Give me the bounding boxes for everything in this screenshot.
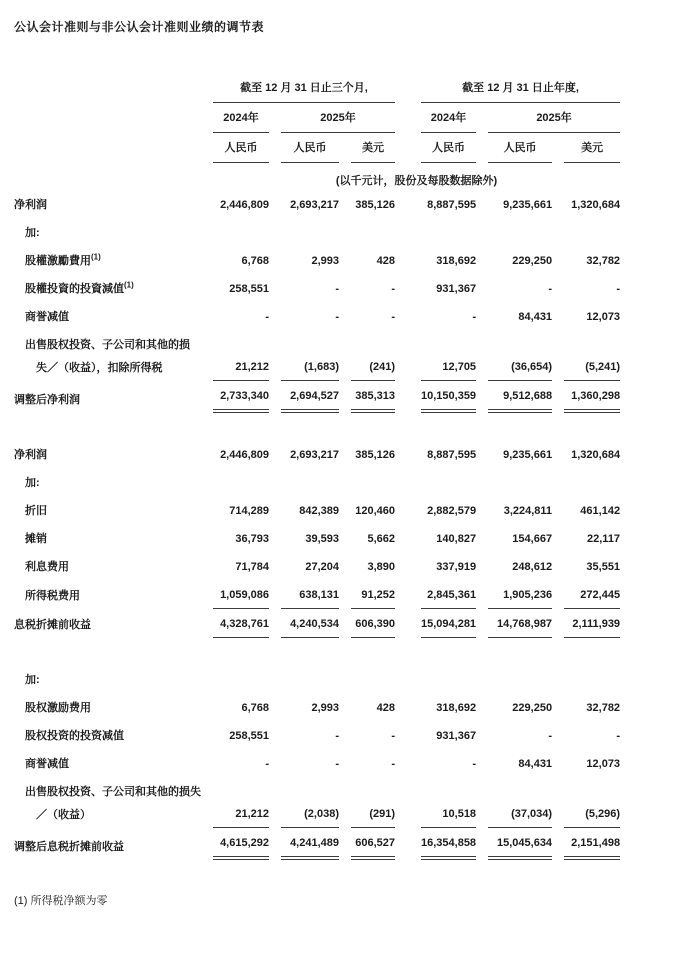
cell-value: [564, 665, 620, 693]
cell-value: [351, 218, 395, 246]
cell-value: -: [265, 758, 269, 770]
cell-value: 2,845,361: [421, 580, 476, 609]
cell-value: 154,667: [512, 533, 553, 545]
cell-value: 2,446,809: [220, 449, 269, 461]
cell-value: 2,694,527: [281, 381, 339, 413]
cell-value: (5,241): [564, 352, 620, 381]
cell-value: 461,142: [580, 505, 621, 517]
table-row: [14, 721, 620, 749]
cell-value: [213, 330, 269, 352]
column-gap: [407, 721, 409, 749]
cell-value: [488, 777, 552, 799]
column-gap: [407, 799, 409, 828]
cell-value: 428: [376, 702, 395, 714]
cell-value: -: [616, 283, 621, 295]
table-row: [14, 274, 620, 302]
spacer-row: [14, 413, 620, 440]
column-gap: [407, 749, 409, 777]
footnote: (1) 所得税净额为零: [14, 895, 108, 907]
unit-note: (以千元计，股份及每股数据除外): [335, 175, 498, 187]
currency-header: 美元: [351, 133, 395, 163]
cell-value: 4,240,534: [281, 609, 339, 638]
row-label: 加:: [25, 227, 40, 239]
spacer-cell: [14, 638, 620, 665]
cell-value: -: [335, 283, 339, 295]
cell-value: 931,367: [436, 730, 477, 742]
currency-header: 人民币: [281, 133, 339, 163]
cell-value: 22,117: [587, 533, 621, 545]
cell-value: 9,235,661: [503, 449, 553, 461]
cell-value: 385,126: [355, 449, 395, 461]
cell-value: [213, 218, 269, 246]
column-gap: [407, 524, 409, 552]
cell-value: -: [472, 758, 477, 770]
cell-value: 12,073: [586, 311, 621, 323]
unit-note-row: [14, 163, 620, 190]
cell-value: 36,793: [235, 533, 269, 545]
cell-value: [421, 777, 476, 799]
cell-value: -: [391, 730, 395, 742]
column-gap: [407, 609, 409, 638]
row-label: 股權激勵費用$^{(1)}$: [25, 252, 101, 267]
cell-value: 2,446,809: [220, 199, 269, 211]
footnote-marker: (1): [124, 280, 134, 290]
cell-value: 3,890: [367, 561, 395, 573]
column-gap: [407, 693, 409, 721]
row-label: 利息费用: [25, 561, 69, 573]
cell-value: 12,073: [586, 758, 621, 770]
cell-value: [564, 777, 620, 799]
cell-value: 606,527: [351, 828, 395, 860]
row-label: 折旧: [25, 505, 47, 517]
row-label: 商誉减值: [25, 311, 69, 323]
cell-value: 318,692: [436, 702, 477, 714]
cell-value: [488, 330, 552, 352]
row-label: 出售股权投资、子公司和其他的损: [25, 339, 190, 351]
cell-value: 15,094,281: [421, 609, 476, 638]
table-row: [14, 352, 620, 381]
column-gap: [407, 381, 409, 413]
column-gap: [407, 552, 409, 580]
cell-value: 1,320,684: [571, 449, 621, 461]
cell-value: 6,768: [241, 255, 269, 267]
cell-value: 606,390: [351, 609, 395, 638]
cell-value: 2,882,579: [427, 505, 477, 517]
cell-value: -: [265, 311, 269, 323]
column-gap: [407, 73, 409, 103]
table-row: [14, 246, 620, 274]
cell-value: 6,768: [241, 702, 269, 714]
header-spacer: [14, 163, 201, 190]
cell-value: 8,887,595: [427, 449, 477, 461]
table-row: [14, 302, 620, 330]
cell-value: -: [548, 730, 553, 742]
row-label: ／（收益）: [36, 809, 91, 821]
cell-value: [564, 218, 620, 246]
cell-value: 2,693,217: [290, 449, 339, 461]
row-label: 加:: [25, 477, 40, 489]
table-row: [14, 665, 620, 693]
table-row: [14, 468, 620, 496]
cell-value: 120,460: [355, 505, 395, 517]
column-gap: [407, 330, 409, 352]
cell-value: -: [548, 283, 553, 295]
cell-value: 272,445: [564, 580, 620, 609]
column-gap: [407, 496, 409, 524]
table-row: [14, 552, 620, 580]
cell-value: [281, 665, 339, 693]
table-row: [14, 609, 620, 638]
table-row: [14, 496, 620, 524]
table-row: [14, 777, 620, 799]
column-gap: [407, 302, 409, 330]
table-body: [14, 190, 620, 860]
table-row: [14, 749, 620, 777]
row-label: 净利润: [14, 449, 47, 461]
cell-value: 714,289: [229, 505, 269, 517]
cell-value: -: [616, 730, 621, 742]
cell-value: 16,354,858: [421, 828, 476, 860]
cell-value: 2,993: [311, 255, 339, 267]
cell-value: [564, 330, 620, 352]
cell-value: (291): [351, 799, 395, 828]
cell-value: 5,662: [367, 533, 395, 545]
cell-value: 229,250: [512, 702, 553, 714]
cell-value: 842,389: [299, 505, 339, 517]
cell-value: [351, 330, 395, 352]
cell-value: 140,827: [436, 533, 477, 545]
table-row: [14, 580, 620, 609]
year-header: 2024年: [421, 103, 476, 133]
year-header: 2025年: [281, 103, 395, 133]
cell-value: [351, 665, 395, 693]
cell-value: 428: [376, 255, 395, 267]
cell-value: [488, 218, 552, 246]
table-row: [14, 828, 620, 860]
column-gap: [407, 190, 409, 218]
column-gap: [407, 440, 409, 468]
currency-header: 美元: [564, 133, 620, 163]
period-header-row: [14, 73, 620, 103]
cell-value: -: [335, 730, 339, 742]
table-header: [14, 73, 620, 190]
cell-value: 3,224,811: [503, 505, 553, 517]
cell-value: 32,782: [586, 255, 621, 267]
cell-value: [281, 468, 339, 496]
cell-value: [564, 468, 620, 496]
cell-value: 84,431: [518, 311, 553, 323]
spacer-row: [14, 638, 620, 665]
spacer-cell: [14, 413, 620, 440]
header-spacer: [14, 73, 201, 103]
column-gap: [407, 777, 409, 799]
cell-value: 1,360,298: [564, 381, 620, 413]
footnote-marker: (1): [91, 252, 101, 262]
cell-value: [488, 468, 552, 496]
cell-value: 4,328,761: [213, 609, 269, 638]
cell-value: 84,431: [518, 758, 553, 770]
cell-value: 21,212: [213, 799, 269, 828]
cell-value: [351, 777, 395, 799]
cell-value: 337,919: [436, 561, 477, 573]
cell-value: 10,518: [421, 799, 476, 828]
currency-header: 人民币: [421, 133, 476, 163]
cell-value: 12,705: [421, 352, 476, 381]
cell-value: 9,512,688: [488, 381, 552, 413]
cell-value: 931,367: [436, 283, 477, 295]
column-gap: [407, 246, 409, 274]
cell-value: [213, 777, 269, 799]
row-label: 加:: [25, 674, 40, 686]
period-header-three-months: 截至 12 月 31 日止三个月,: [213, 73, 395, 103]
cell-value: -: [472, 311, 477, 323]
year-header-row: [14, 103, 620, 133]
table-row: [14, 799, 620, 828]
cell-value: (2,038): [281, 799, 339, 828]
cell-value: 91,252: [351, 580, 395, 609]
year-header: 2025年: [488, 103, 620, 133]
row-label: 商誉减值: [25, 758, 69, 770]
cell-value: [281, 777, 339, 799]
table-row: [14, 330, 620, 352]
table-row: [14, 218, 620, 246]
cell-value: 14,768,987: [488, 609, 552, 638]
currency-header: 人民币: [213, 133, 269, 163]
cell-value: 10,150,359: [421, 381, 476, 413]
cell-value: 1,905,236: [488, 580, 552, 609]
cell-value: 27,204: [305, 561, 339, 573]
cell-value: 15,045,634: [488, 828, 552, 860]
row-label: 所得税费用: [25, 590, 80, 602]
table-row: [14, 190, 620, 218]
cell-value: 258,551: [229, 283, 269, 295]
row-label: 摊销: [25, 533, 47, 545]
row-label: 失／（收益），扣除所得税: [36, 362, 163, 374]
cell-value: 35,551: [586, 561, 621, 573]
cell-value: -: [391, 758, 395, 770]
cell-value: 8,887,595: [427, 199, 477, 211]
cell-value: [281, 330, 339, 352]
header-spacer: [14, 133, 201, 163]
table-row: [14, 381, 620, 413]
row-label: 息税折摊前收益: [14, 619, 91, 631]
cell-value: 2,151,498: [564, 828, 620, 860]
column-gap: [407, 103, 409, 133]
cell-value: 21,212: [213, 352, 269, 381]
table-row: [14, 524, 620, 552]
cell-value: 229,250: [512, 255, 553, 267]
column-gap: [407, 468, 409, 496]
cell-value: 258,551: [229, 730, 269, 742]
row-label: 股权投资的投资减值: [25, 730, 124, 742]
cell-value: -: [391, 283, 395, 295]
cell-value: [421, 468, 476, 496]
cell-value: 318,692: [436, 255, 477, 267]
cell-value: (1,683): [281, 352, 339, 381]
cell-value: 385,313: [351, 381, 395, 413]
year-header: 2024年: [213, 103, 269, 133]
page-title: 公认会计准则与非公认会计准则业绩的调节表: [14, 20, 265, 34]
cell-value: [213, 468, 269, 496]
column-gap: [407, 218, 409, 246]
header-spacer: [14, 103, 201, 133]
cell-value: [421, 330, 476, 352]
cell-value: 2,111,939: [564, 609, 620, 638]
currency-header: 人民币: [488, 133, 552, 163]
cell-value: 2,733,340: [213, 381, 269, 413]
row-label: 股权激励费用: [25, 702, 91, 714]
table-row: [14, 440, 620, 468]
cell-value: 638,131: [281, 580, 339, 609]
cell-value: [488, 665, 552, 693]
column-gap: [407, 828, 409, 860]
cell-value: -: [335, 311, 339, 323]
cell-value: (5,296): [564, 799, 620, 828]
cell-value: (241): [351, 352, 395, 381]
row-label: 净利润: [14, 199, 47, 211]
row-label: 调整后息税折摊前收益: [14, 841, 124, 853]
cell-value: 4,615,292: [213, 828, 269, 860]
period-header-full-year: 截至 12 月 31 日止年度,: [421, 73, 620, 103]
column-gap: [407, 665, 409, 693]
cell-value: [421, 218, 476, 246]
cell-value: [421, 665, 476, 693]
row-label: 股權投資的投資減值$^{(1)}$: [25, 280, 134, 295]
reconciliation-table: [2, 73, 632, 860]
currency-header-row: [14, 133, 620, 163]
cell-value: 32,782: [586, 702, 621, 714]
cell-value: 4,241,489: [281, 828, 339, 860]
cell-value: (37,034): [488, 799, 552, 828]
column-gap: [407, 133, 409, 163]
cell-value: [213, 665, 269, 693]
cell-value: 9,235,661: [503, 199, 553, 211]
cell-value: 385,126: [355, 199, 395, 211]
cell-value: -: [391, 311, 395, 323]
cell-value: 1,059,086: [213, 580, 269, 609]
cell-value: [281, 218, 339, 246]
table-row: [14, 693, 620, 721]
column-gap: [407, 580, 409, 609]
column-gap: [407, 274, 409, 302]
cell-value: -: [335, 758, 339, 770]
cell-value: 248,612: [512, 561, 553, 573]
cell-value: [351, 468, 395, 496]
cell-value: 39,593: [305, 533, 339, 545]
column-gap: [407, 352, 409, 381]
cell-value: 71,784: [235, 561, 269, 573]
row-label: 出售股权投资、子公司和其他的损失: [25, 786, 201, 798]
cell-value: (36,654): [488, 352, 552, 381]
cell-value: 1,320,684: [571, 199, 621, 211]
row-label: 调整后净利润: [14, 394, 80, 406]
cell-value: 2,693,217: [290, 199, 339, 211]
cell-value: 2,993: [311, 702, 339, 714]
